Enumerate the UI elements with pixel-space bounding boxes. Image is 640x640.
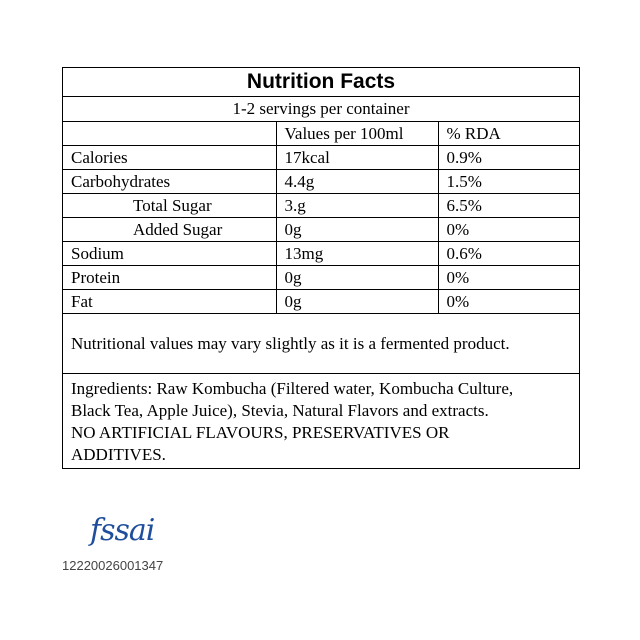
nutrient-rda: 0.9% bbox=[438, 146, 579, 170]
nutrient-value: 0g bbox=[276, 290, 438, 314]
nutrient-rda: 0.6% bbox=[438, 242, 579, 266]
nutrient-value: 0g bbox=[276, 266, 438, 290]
ingredients-line: Black Tea, Apple Juice), Stevia, Natural Flavors and extracts. bbox=[71, 401, 489, 420]
license-number: 12220026001347 bbox=[62, 558, 164, 573]
fssai-logo bbox=[90, 513, 154, 548]
fermentation-note: Nutritional values may vary slightly as it is a fermented product. bbox=[63, 314, 579, 374]
fssai-logo-text: fssai bbox=[90, 513, 155, 548]
nutrient-value: 17kcal bbox=[276, 146, 438, 170]
table-row bbox=[63, 146, 579, 170]
nutrient-value: 3.g bbox=[276, 194, 438, 218]
ingredients-line: Ingredients: Raw Kombucha (Filtered water, Kombucha Culture, bbox=[71, 379, 514, 398]
table-row bbox=[63, 194, 579, 218]
nutrient-name: Protein bbox=[63, 266, 276, 290]
nutrient-rda: 0% bbox=[438, 266, 579, 290]
nutrient-name: Sodium bbox=[63, 242, 276, 266]
nutrient-name: Added Sugar bbox=[63, 218, 276, 242]
nutrient-value: 4.4g bbox=[276, 170, 438, 194]
nutrient-value: 13mg bbox=[276, 242, 438, 266]
nutrient-rda: 1.5% bbox=[438, 170, 579, 194]
header-values: Values per 100ml bbox=[276, 122, 438, 146]
header-rda: % RDA bbox=[438, 122, 579, 146]
nutrition-table bbox=[63, 122, 579, 314]
table-row bbox=[63, 242, 579, 266]
nutrient-value: 0g bbox=[276, 218, 438, 242]
table-row bbox=[63, 170, 579, 194]
nutrient-name: Fat bbox=[63, 290, 276, 314]
nutrient-name: Calories bbox=[63, 146, 276, 170]
header-nutrient bbox=[63, 122, 276, 146]
ingredients-line: ADDITIVES. bbox=[71, 445, 166, 464]
ingredients-line: NO ARTIFICIAL FLAVOURS, PRESERVATIVES OR bbox=[71, 423, 450, 442]
nutrition-title: Nutrition Facts bbox=[63, 68, 579, 97]
nutrient-rda: 0% bbox=[438, 290, 579, 314]
nutrient-rda: 6.5% bbox=[438, 194, 579, 218]
nutrition-label bbox=[62, 67, 580, 469]
ingredients-block bbox=[63, 374, 579, 468]
servings-text: 1-2 servings per container bbox=[63, 97, 579, 122]
table-row bbox=[63, 218, 579, 242]
table-row bbox=[63, 290, 579, 314]
table-header-row bbox=[63, 122, 579, 146]
table-row bbox=[63, 266, 579, 290]
nutrient-name: Total Sugar bbox=[63, 194, 276, 218]
nutrient-name: Carbohydrates bbox=[63, 170, 276, 194]
nutrient-rda: 0% bbox=[438, 218, 579, 242]
